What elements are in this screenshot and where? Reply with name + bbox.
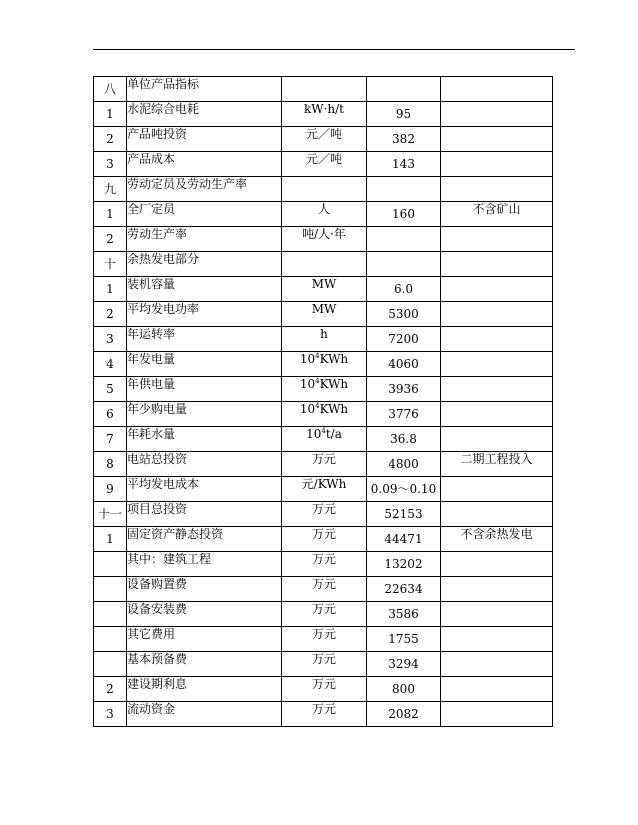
unit-suffix: t/a	[325, 427, 342, 441]
unit-cell: 人	[282, 202, 367, 227]
value-cell: 4060	[367, 352, 441, 377]
value-cell	[367, 77, 441, 102]
item-name-cell: 流动资金	[127, 702, 282, 727]
note-cell	[441, 377, 553, 402]
unit-cell	[282, 177, 367, 202]
row-number-cell: 8	[94, 452, 127, 477]
table-row	[94, 252, 553, 277]
table-row	[94, 202, 553, 227]
item-name-cell: 年供电量	[127, 377, 282, 402]
row-number-cell: 2	[94, 227, 127, 252]
unit-cell: 万元	[282, 552, 367, 577]
note-cell	[441, 227, 553, 252]
value-cell: 3586	[367, 602, 441, 627]
table-row	[94, 177, 553, 202]
item-name-cell: 年发电量	[127, 352, 282, 377]
table-row	[94, 502, 553, 527]
item-name-cell: 固定资产静态投资	[127, 527, 282, 552]
note-cell	[441, 577, 553, 602]
unit-cell: h	[282, 327, 367, 352]
value-cell: 3776	[367, 402, 441, 427]
note-cell	[441, 102, 553, 127]
value-cell: 13202	[367, 552, 441, 577]
value-cell: 7200	[367, 327, 441, 352]
row-number-cell: 2	[94, 127, 127, 152]
table-row	[94, 102, 553, 127]
value-cell: 143	[367, 152, 441, 177]
item-name-cell: 平均发电成本	[127, 477, 282, 502]
table-row	[94, 152, 553, 177]
table-row	[94, 577, 553, 602]
table-row	[94, 127, 553, 152]
item-name-cell: 设备安装费	[127, 602, 282, 627]
value-cell: 44471	[367, 527, 441, 552]
unit-exponent: 4	[315, 402, 320, 410]
value-cell: 5300	[367, 302, 441, 327]
unit-cell: 万元	[282, 677, 367, 702]
item-name-cell: 年少购电量	[127, 402, 282, 427]
row-number-cell: 5	[94, 377, 127, 402]
table-row	[94, 327, 553, 352]
indicator-table-body	[94, 77, 553, 727]
unit-cell: 万元	[282, 577, 367, 602]
value-cell	[367, 252, 441, 277]
item-name-cell: 劳动定员及劳动生产率	[127, 177, 282, 202]
item-name-cell: 装机容量	[127, 277, 282, 302]
unit-cell	[282, 427, 367, 452]
row-number-cell: 3	[94, 702, 127, 727]
note-cell	[441, 277, 553, 302]
value-cell: 4800	[367, 452, 441, 477]
item-name-cell: 年运转率	[127, 327, 282, 352]
unit-cell: 万元	[282, 702, 367, 727]
value-cell	[367, 177, 441, 202]
row-number-cell: 八	[94, 77, 127, 102]
unit-cell: 元／吨	[282, 127, 367, 152]
note-cell	[441, 152, 553, 177]
note-cell	[441, 352, 553, 377]
value-cell: 1755	[367, 627, 441, 652]
item-name-cell: 单位产品指标	[127, 77, 282, 102]
item-name-cell: 项目总投资	[127, 502, 282, 527]
value-cell: 0.09～0.10	[367, 477, 441, 502]
row-number-cell: 9	[94, 477, 127, 502]
note-cell	[441, 652, 553, 677]
item-name-cell: 电站总投资	[127, 452, 282, 477]
note-cell: 二期工程投入	[441, 452, 553, 477]
table-row	[94, 677, 553, 702]
value-cell: 3294	[367, 652, 441, 677]
value-cell: 22634	[367, 577, 441, 602]
header-rule	[93, 49, 575, 50]
row-number-cell: 2	[94, 677, 127, 702]
table-row	[94, 302, 553, 327]
note-cell	[441, 252, 553, 277]
table-row	[94, 352, 553, 377]
value-cell: 36.8	[367, 427, 441, 452]
note-cell	[441, 427, 553, 452]
note-cell	[441, 552, 553, 577]
item-name-cell: 产品吨投资	[127, 127, 282, 152]
note-cell: 不含矿山	[441, 202, 553, 227]
value-cell: 2082	[367, 702, 441, 727]
unit-cell: 万元	[282, 502, 367, 527]
item-name-cell: 余热发电部分	[127, 252, 282, 277]
unit-exponent: 4	[315, 377, 320, 385]
row-number-cell	[94, 602, 127, 627]
value-cell: 160	[367, 202, 441, 227]
note-cell	[441, 302, 553, 327]
unit-cell: 元/KWh	[282, 477, 367, 502]
table-row	[94, 452, 553, 477]
unit-cell: 万元	[282, 452, 367, 477]
item-name-cell: 基本预备费	[127, 652, 282, 677]
row-number-cell: 4	[94, 352, 127, 377]
unit-cell: 元／吨	[282, 152, 367, 177]
note-cell	[441, 477, 553, 502]
note-cell	[441, 502, 553, 527]
value-cell	[367, 227, 441, 252]
item-name-cell: 平均发电功率	[127, 302, 282, 327]
note-cell	[441, 702, 553, 727]
table-row	[94, 627, 553, 652]
table-row	[94, 527, 553, 552]
item-name-cell: 产品成本	[127, 152, 282, 177]
unit-suffix: KWh	[319, 402, 349, 416]
unit-exponent: 4	[315, 352, 320, 360]
unit-cell	[282, 402, 367, 427]
unit-cell	[282, 77, 367, 102]
item-name-cell: 年耗水量	[127, 427, 282, 452]
row-number-cell: 7	[94, 427, 127, 452]
table-row	[94, 552, 553, 577]
unit-suffix: KWh	[319, 352, 349, 366]
note-cell	[441, 327, 553, 352]
item-name-cell: 设备购置费	[127, 577, 282, 602]
note-cell	[441, 677, 553, 702]
item-name-cell: 其中：建筑工程	[127, 552, 282, 577]
unit-cell	[282, 352, 367, 377]
item-name-cell: 水泥综合电耗	[127, 102, 282, 127]
row-number-cell: 6	[94, 402, 127, 427]
row-number-cell: 3	[94, 152, 127, 177]
row-number-cell	[94, 652, 127, 677]
unit-base: 10	[306, 427, 322, 441]
note-cell	[441, 177, 553, 202]
table-row	[94, 652, 553, 677]
table-row	[94, 227, 553, 252]
unit-cell: 吨/人·年	[282, 227, 367, 252]
table-row	[94, 602, 553, 627]
note-cell	[441, 127, 553, 152]
item-name-cell: 其它费用	[127, 627, 282, 652]
row-number-cell	[94, 552, 127, 577]
row-number-cell: 1	[94, 277, 127, 302]
row-number-cell: 1	[94, 202, 127, 227]
item-name-cell: 建设期利息	[127, 677, 282, 702]
unit-cell: MW	[282, 277, 367, 302]
unit-cell	[282, 377, 367, 402]
note-cell	[441, 602, 553, 627]
unit-exponent: 4	[321, 427, 326, 435]
row-number-cell: 十一	[94, 502, 127, 527]
table-row	[94, 77, 553, 102]
note-cell	[441, 77, 553, 102]
table-row	[94, 427, 553, 452]
unit-cell: 万元	[282, 527, 367, 552]
row-number-cell	[94, 577, 127, 602]
note-cell	[441, 402, 553, 427]
table-row	[94, 702, 553, 727]
item-name-cell: 劳动生产率	[127, 227, 282, 252]
unit-cell: MW	[282, 302, 367, 327]
unit-cell: 万元	[282, 602, 367, 627]
unit-cell	[282, 252, 367, 277]
unit-base: 10	[299, 377, 316, 391]
unit-suffix: KWh	[319, 377, 349, 391]
item-name-cell: 全厂定员	[127, 202, 282, 227]
row-number-cell: 1	[94, 102, 127, 127]
unit-cell: 万元	[282, 652, 367, 677]
row-number-cell: 2	[94, 302, 127, 327]
row-number-cell: 十	[94, 252, 127, 277]
unit-base: 10	[299, 352, 316, 366]
table-row	[94, 377, 553, 402]
value-cell: 95	[367, 102, 441, 127]
value-cell: 3936	[367, 377, 441, 402]
indicator-table	[93, 76, 553, 727]
value-cell: 382	[367, 127, 441, 152]
value-cell: 52153	[367, 502, 441, 527]
unit-cell: kW·h/t	[282, 102, 367, 127]
unit-base: 10	[299, 402, 316, 416]
table-row	[94, 402, 553, 427]
table-row	[94, 277, 553, 302]
row-number-cell: 1	[94, 527, 127, 552]
row-number-cell: 九	[94, 177, 127, 202]
note-cell	[441, 627, 553, 652]
row-number-cell: 3	[94, 327, 127, 352]
value-cell: 800	[367, 677, 441, 702]
value-cell: 6.0	[367, 277, 441, 302]
row-number-cell	[94, 627, 127, 652]
note-cell: 不含余热发电	[441, 527, 553, 552]
table-row	[94, 477, 553, 502]
unit-cell: 万元	[282, 627, 367, 652]
